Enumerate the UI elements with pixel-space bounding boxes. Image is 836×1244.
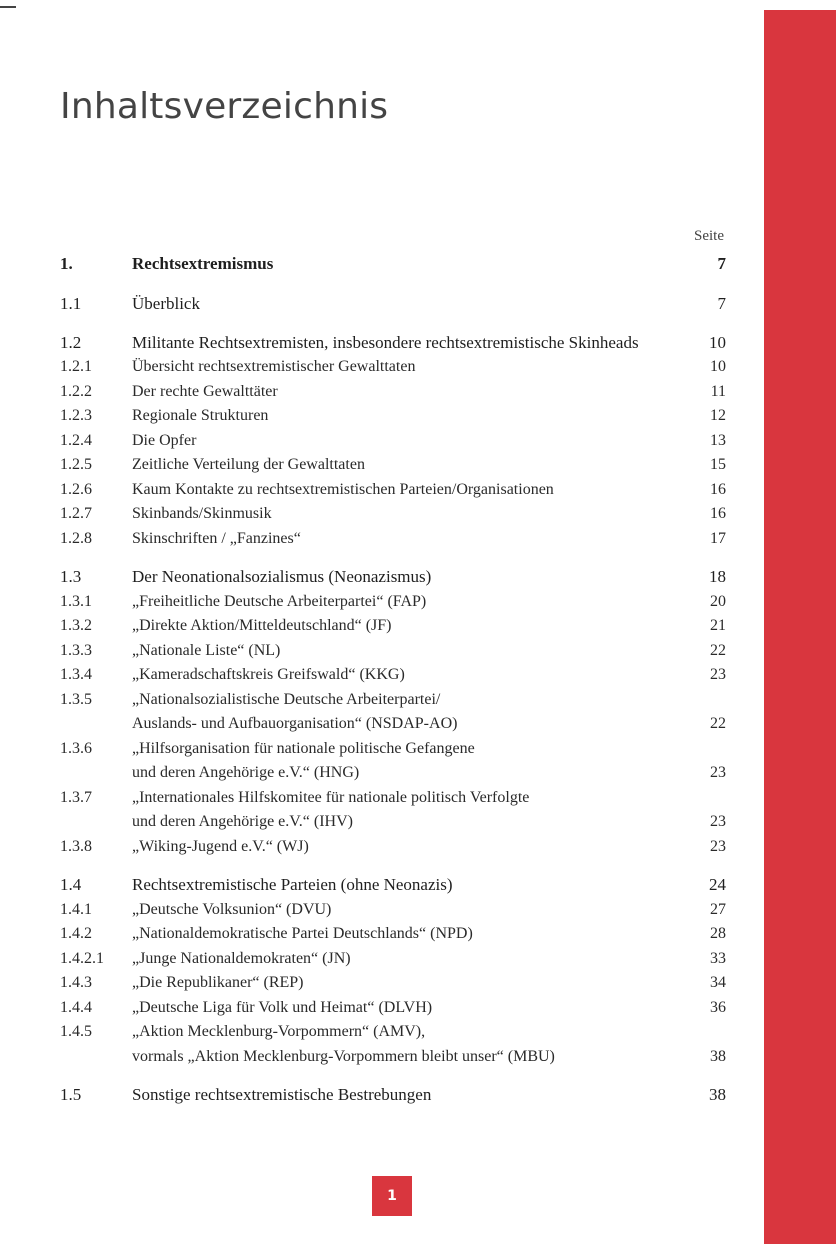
toc-entry-title [132, 639, 666, 664]
toc-entry-title [132, 292, 666, 317]
toc-entry-page: 16 [710, 505, 726, 522]
toc-entry-page: 38 [709, 1085, 726, 1104]
toc-entry-title-line: „Internationales Hilfskomitee für nationale politisch Verfolgte [132, 788, 530, 806]
toc-entry-page: 33 [710, 949, 726, 967]
toc-entry-title-line: Rechtsextremistische Parteien (ohne Neonazis) [132, 875, 453, 894]
toc-entry-title-line: „Deutsche Liga für Volk und Heimat“ (DLVH) [132, 998, 433, 1016]
toc-entry[interactable] [60, 404, 726, 429]
toc-entry-title [132, 971, 666, 996]
toc-entry-title [132, 565, 666, 590]
toc-entry-number: 1.3.3 [60, 641, 92, 659]
toc-entry-title-line: „Hilfsorganisation für nationale politische Gefangene [132, 739, 475, 757]
toc-entry-title [132, 250, 666, 278]
toc-entry-title [132, 478, 666, 503]
toc-section [60, 1083, 726, 1108]
toc-entry-title-line: Regionale Strukturen [132, 407, 269, 424]
toc-entry-number: 1.2.7 [60, 505, 92, 522]
toc-entry-page: 28 [710, 925, 726, 942]
toc-entry-title [132, 453, 666, 478]
toc-entry-title-line: Skinbands/Skinmusik [132, 505, 272, 522]
toc-entry-page: 13 [710, 431, 726, 449]
toc-entry-number: 1.2.1 [60, 358, 92, 375]
toc-entry-number: 1.5 [60, 1085, 82, 1104]
toc-entry-title-line: und deren Angehörige e.V.“ (HNG) [132, 764, 360, 781]
toc-entry-title-line: Der Neonationalsozialismus (Neonazismus) [132, 567, 432, 586]
toc-entry-page: 7 [717, 254, 726, 273]
toc-entry-number: 1.3.1 [60, 592, 92, 610]
toc-entry-page: 10 [710, 358, 726, 375]
toc-entry-title [132, 1020, 666, 1069]
toc-entry-title-line: vormals „Aktion Mecklenburg-Vorpommern bleibt unser“ (MBU) [132, 1047, 555, 1065]
toc-entry-title-line: „Nationaldemokratische Partei Deutschlands“ (NPD) [132, 925, 473, 942]
toc-entry-title-line: Kaum Kontakte zu rechtsextremistischen Parteien/Organisationen [132, 480, 554, 498]
toc-entry-page: 12 [710, 407, 726, 424]
toc-entry-title [132, 996, 666, 1021]
toc-entry-title [132, 404, 666, 429]
toc-entry-title-line: „Wiking-Jugend e.V.“ (WJ) [132, 837, 309, 855]
toc-entry-page: 22 [710, 715, 726, 732]
toc-entry-title-line: Sonstige rechtsextremistische Bestrebungen [132, 1085, 432, 1104]
toc-entry-page: 23 [710, 764, 726, 781]
toc-entry-number: 1.2.3 [60, 407, 92, 424]
toc-entry-page: 22 [710, 641, 726, 659]
toc-entry[interactable] [60, 873, 726, 898]
toc-entry-page: 10 [709, 332, 726, 352]
toc-entry-number: 1.4.2 [60, 925, 92, 942]
toc-entry[interactable] [60, 663, 726, 688]
corner-crop-mark [0, 6, 16, 8]
toc-entry-number: 1.2.4 [60, 431, 92, 449]
toc-entry-number: 1.2.2 [60, 382, 92, 400]
toc-entry-number: 1. [60, 254, 73, 273]
toc-entry-title-line: Die Opfer [132, 431, 197, 449]
toc-entry-title [132, 873, 666, 898]
toc-entry-title [132, 614, 666, 639]
toc-entry-number: 1.4 [60, 875, 82, 894]
toc-entry-number: 1.4.5 [60, 1023, 92, 1040]
toc-entry-title [132, 786, 666, 835]
table-of-contents [60, 250, 726, 1122]
toc-entry-title [132, 380, 666, 405]
toc-section [60, 292, 726, 317]
toc-entry-page: 24 [709, 875, 726, 894]
toc-entry-title-line: Militante Rechtsextremisten, insbesondere rechtsextremistische Skinheads [132, 332, 639, 352]
toc-entry[interactable] [60, 737, 726, 786]
toc-entry-title [132, 429, 666, 454]
toc-section [60, 250, 726, 278]
toc-entry-title-line: „Kameradschaftskreis Greifswald“ (KKG) [132, 666, 405, 683]
toc-entry-page: 21 [710, 617, 726, 634]
toc-entry-number: 1.1 [60, 294, 82, 313]
toc-entry-title [132, 1083, 666, 1108]
toc-entry-number: 1.2.6 [60, 480, 92, 498]
toc-entry[interactable] [60, 478, 726, 503]
toc-entry[interactable] [60, 1020, 726, 1069]
toc-section [60, 873, 726, 1069]
toc-entry[interactable] [60, 292, 726, 317]
toc-entry[interactable] [60, 639, 726, 664]
toc-entry-title [132, 947, 666, 972]
toc-entry-title-line: Übersicht rechtsextremistischer Gewalttaten [132, 358, 416, 375]
toc-entry[interactable] [60, 971, 726, 996]
toc-entry-page: 36 [710, 998, 726, 1016]
toc-entry[interactable] [60, 380, 726, 405]
toc-entry[interactable] [60, 331, 726, 356]
toc-section [60, 331, 726, 552]
toc-entry[interactable] [60, 786, 726, 835]
toc-entry-title [132, 898, 666, 923]
toc-entry-page: 34 [710, 974, 726, 991]
toc-entry[interactable] [60, 590, 726, 615]
toc-entry-number: 1.3 [60, 567, 82, 586]
toc-entry-title [132, 737, 666, 786]
toc-entry-page: 38 [710, 1047, 726, 1065]
toc-entry-number: 1.3.4 [60, 666, 92, 683]
toc-entry-title-line: „Direkte Aktion/Mitteldeutschland“ (JF) [132, 617, 392, 634]
toc-entry-title [132, 663, 666, 688]
toc-entry[interactable] [60, 565, 726, 590]
page-number-badge: 1 [372, 1176, 412, 1216]
toc-entry[interactable] [60, 947, 726, 972]
toc-entry-title [132, 331, 666, 356]
toc-entry-title-line: Der rechte Gewalttäter [132, 382, 278, 400]
toc-entry-page: 23 [710, 837, 726, 855]
toc-entry[interactable] [60, 922, 726, 947]
toc-entry-title [132, 922, 666, 947]
toc-entry-page: 17 [710, 529, 726, 547]
toc-entry[interactable] [60, 502, 726, 527]
toc-entry-page: 15 [710, 456, 726, 473]
toc-entry-number: 1.3.7 [60, 788, 92, 806]
toc-entry-number: 1.3.5 [60, 690, 92, 708]
toc-entry[interactable] [60, 898, 726, 923]
toc-entry-title [132, 590, 666, 615]
toc-entry-title-line: und deren Angehörige e.V.“ (IHV) [132, 813, 353, 830]
toc-entry-title-line: „Aktion Mecklenburg-Vorpommern“ (AMV), [132, 1023, 426, 1040]
toc-entry[interactable] [60, 688, 726, 737]
toc-entry-title-line: „Junge Nationaldemokraten“ (JN) [132, 949, 351, 967]
toc-entry[interactable] [60, 250, 726, 278]
toc-entry-title-line: Auslands- und Aufbauorganisation“ (NSDAP-AO) [132, 715, 458, 732]
toc-entry-title-line: Überblick [132, 294, 200, 313]
toc-entry-page: 7 [717, 294, 726, 313]
toc-entry-number: 1.3.2 [60, 617, 92, 634]
toc-entry[interactable] [60, 614, 726, 639]
toc-entry-number: 1.4.4 [60, 998, 92, 1016]
toc-entry-title [132, 502, 666, 527]
toc-entry[interactable] [60, 453, 726, 478]
toc-entry-number: 1.4.3 [60, 974, 92, 991]
toc-entry-title [132, 688, 666, 737]
toc-entry-page: 11 [710, 382, 726, 400]
toc-entry[interactable] [60, 355, 726, 380]
toc-entry-title-line: Zeitliche Verteilung der Gewalttaten [132, 456, 365, 473]
toc-entry-title-line: „Deutsche Volksunion“ (DVU) [132, 900, 332, 918]
toc-entry-page: 27 [710, 900, 726, 918]
toc-entry[interactable] [60, 527, 726, 552]
toc-entry-title-line: „Die Republikaner“ (REP) [132, 974, 304, 991]
toc-entry-title [132, 835, 666, 860]
toc-entry-page: 23 [710, 813, 726, 830]
toc-entry-title [132, 355, 666, 380]
toc-entry[interactable] [60, 429, 726, 454]
toc-section [60, 565, 726, 859]
toc-entry[interactable] [60, 835, 726, 860]
page-column-label: Seite [694, 228, 724, 244]
toc-entry-title-line: „Nationalsozialistische Deutsche Arbeiterpartei/ [132, 690, 441, 708]
toc-entry-number: 1.2 [60, 332, 82, 352]
toc-entry-title-line: „Freiheitliche Deutsche Arbeiterpartei“ (FAP) [132, 592, 427, 610]
toc-entry[interactable] [60, 996, 726, 1021]
toc-entry[interactable] [60, 1083, 726, 1108]
toc-entry-number: 1.4.2.1 [60, 949, 104, 967]
toc-entry-title-line: Skinschriften / „Fanzines“ [132, 529, 301, 547]
toc-entry-page: 20 [710, 592, 726, 610]
toc-entry-number: 1.3.6 [60, 739, 92, 757]
page-title: Inhaltsverzeichnis [60, 86, 389, 127]
toc-entry-number: 1.2.8 [60, 529, 92, 547]
toc-entry-title-line: Rechtsextremismus [132, 254, 274, 273]
toc-entry-page: 23 [710, 666, 726, 683]
toc-entry-title-line: „Nationale Liste“ (NL) [132, 641, 281, 659]
red-edge-band [764, 10, 836, 1244]
toc-entry-page: 16 [710, 480, 726, 498]
toc-entry-page: 18 [709, 567, 726, 586]
toc-entry-number: 1.3.8 [60, 837, 92, 855]
toc-entry-title [132, 527, 666, 552]
toc-entry-number: 1.2.5 [60, 456, 92, 473]
toc-entry-number: 1.4.1 [60, 900, 92, 918]
